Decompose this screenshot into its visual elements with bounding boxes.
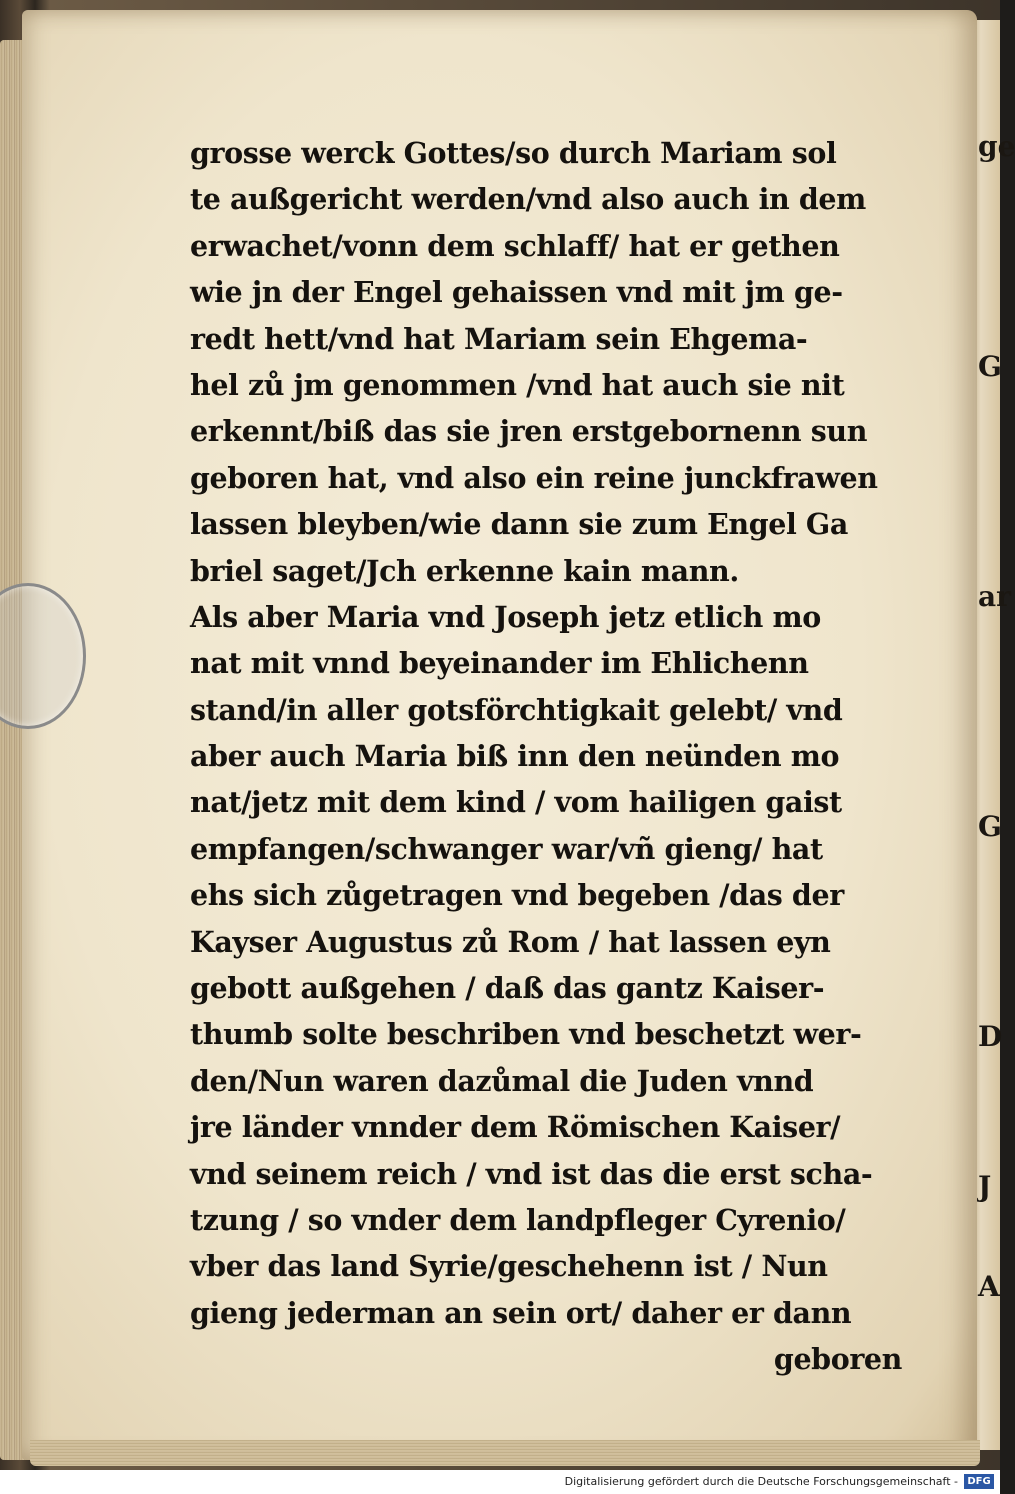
text-line: gieng jederman an sein ort/ daher er dann	[190, 1295, 852, 1330]
dfg-logo[interactable]: DFG	[964, 1474, 994, 1489]
page-text-block	[190, 130, 902, 1383]
facing-page-fragment: ge	[978, 130, 1015, 163]
text-line: Kayser Augustus zů Rom / hat lassen eyn	[190, 924, 831, 959]
catchword: geboren	[773, 1342, 902, 1377]
text-line: gebott außgehen / daß das gantz Kaiser-	[190, 971, 825, 1006]
text-line: ehs sich zůgetragen vnd begeben /das der	[190, 878, 844, 913]
text-line: nat mit vnnd beyeinander im Ehlichenn	[190, 646, 809, 681]
text-line: nat/jetz mit dem kind / vom hailigen gaist	[190, 785, 842, 820]
text-line: den/Nun waren dazůmal die Juden vnnd	[190, 1063, 814, 1098]
text-line: vnd seinem reich / vnd ist das die erst scha-	[190, 1156, 873, 1191]
text-line: Als aber Maria vnd Joseph jetz etlich mo	[190, 599, 821, 634]
text-line: redt hett/vnd hat Mariam sein Ehgema-	[190, 321, 808, 356]
text-line: briel saget/Jch erkenne kain mann.	[190, 553, 739, 588]
facing-page-fragment: G	[978, 810, 1002, 843]
facing-page-fragment: J	[978, 1170, 992, 1203]
text-line: te außgericht werden/vnd also auch in dem	[190, 182, 866, 217]
facing-page-fragment: A	[978, 1270, 1000, 1303]
text-line: thumb solte beschriben vnd beschetzt wer-	[190, 1017, 862, 1052]
text-line: stand/in aller gotsförchtigkait gelebt/ vnd	[190, 692, 843, 727]
text-line: jre länder vnnder dem Römischen Kaiser/	[190, 1110, 841, 1145]
digitization-footer	[0, 1470, 1000, 1494]
facing-page-fragment: G	[978, 350, 1002, 383]
footer-credit: Digitalisierung gefördert durch die Deutsche Forschungsgemeinschaft -	[564, 1475, 958, 1488]
text-line: vber das land Syrie/geschehenn ist / Nun	[190, 1249, 828, 1284]
facing-page-fragment: ar	[978, 580, 1011, 613]
text-line: empfangen/schwanger war/vñ gieng/ hat	[190, 831, 823, 866]
text-line: hel zů jm genommen /vnd hat auch sie nit	[190, 367, 845, 402]
text-line: tzung / so vnder dem landpfleger Cyrenio/	[190, 1202, 846, 1237]
text-line: wie jn der Engel gehaissen vnd mit jm ge-	[190, 275, 843, 310]
text-line: aber auch Maria biß inn den neünden mo	[190, 739, 840, 774]
text-line: erkennt/biß das sie jren erstgebornenn sun	[190, 414, 868, 449]
facing-page-fragment: D	[978, 1020, 1003, 1053]
text-line: erwachet/vonn dem schlaff/ hat er gethen	[190, 228, 840, 263]
text-line: grosse werck Gottes/so durch Mariam sol	[190, 136, 837, 170]
text-line: lassen bleyben/wie dann sie zum Engel Ga	[190, 507, 848, 542]
page-stack-edge	[30, 1440, 980, 1466]
text-line: geboren hat, vnd also ein reine junckfrawen	[190, 460, 878, 495]
